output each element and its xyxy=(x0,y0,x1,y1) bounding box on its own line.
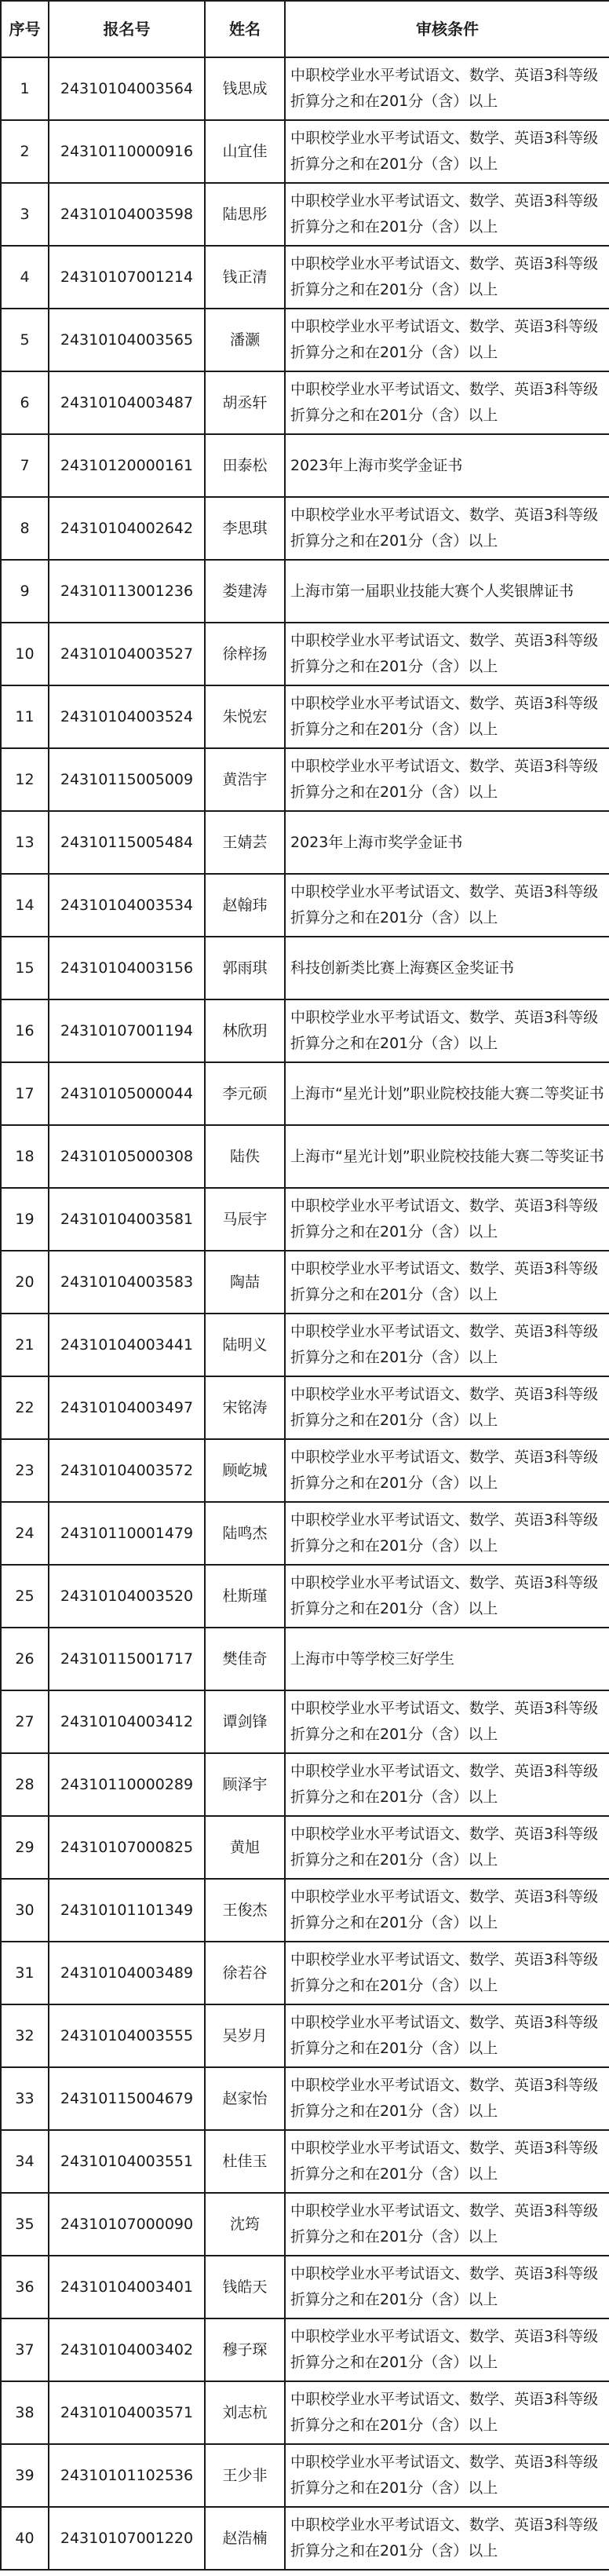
row-seq: 26 xyxy=(1,1628,49,1690)
row-seq: 11 xyxy=(1,685,49,748)
row-seq: 3 xyxy=(1,183,49,246)
row-condition: 中职校学业水平考试语文、数学、英语3科等级折算分之和在201分（含）以上 xyxy=(285,2193,609,2256)
row-condition: 中职校学业水平考试语文、数学、英语3科等级折算分之和在201分（含）以上 xyxy=(285,874,609,937)
row-name: 郭雨琪 xyxy=(205,937,285,999)
header-name: 姓名 xyxy=(205,1,285,57)
row-condition: 中职校学业水平考试语文、数学、英语3科等级折算分之和在201分（含）以上 xyxy=(285,1565,609,1628)
row-seq: 39 xyxy=(1,2444,49,2507)
row-seq: 2 xyxy=(1,120,49,183)
row-condition: 上海市中等学校三好学生 xyxy=(285,1628,609,1690)
row-seq: 7 xyxy=(1,434,49,497)
row-reg-number: 24310107001214 xyxy=(49,246,205,309)
row-name: 杜佳玉 xyxy=(205,2130,285,2193)
row-condition: 上海市第一届职业技能大赛个人奖银牌证书 xyxy=(285,560,609,623)
row-seq: 25 xyxy=(1,1565,49,1628)
row-reg-number: 24310110000289 xyxy=(49,1753,205,1816)
row-seq: 9 xyxy=(1,560,49,623)
row-condition: 中职校学业水平考试语文、数学、英语3科等级折算分之和在201分（含）以上 xyxy=(285,1502,609,1565)
row-reg-number: 24310104003520 xyxy=(49,1565,205,1628)
row-seq: 21 xyxy=(1,1314,49,1376)
row-condition: 2023年上海市奖学金证书 xyxy=(285,434,609,497)
row-name: 陆明义 xyxy=(205,1314,285,1376)
row-reg-number: 24310120000161 xyxy=(49,434,205,497)
row-seq: 40 xyxy=(1,2507,49,2570)
row-reg-number: 24310104003489 xyxy=(49,1942,205,2004)
row-name: 王俊杰 xyxy=(205,1879,285,1942)
row-reg-number: 24310104003497 xyxy=(49,1376,205,1439)
row-condition: 中职校学业水平考试语文、数学、英语3科等级折算分之和在201分（含）以上 xyxy=(285,1942,609,2004)
row-reg-number: 24310115005009 xyxy=(49,748,205,811)
table-row xyxy=(1,1816,609,1879)
row-name: 王婧芸 xyxy=(205,811,285,874)
row-reg-number: 24310107000090 xyxy=(49,2193,205,2256)
row-name: 陆思彤 xyxy=(205,183,285,246)
row-name: 赵浩楠 xyxy=(205,2507,285,2570)
row-name: 徐梓扬 xyxy=(205,623,285,685)
row-seq: 20 xyxy=(1,1251,49,1314)
row-reg-number: 24310104003524 xyxy=(49,685,205,748)
row-reg-number: 24310107000825 xyxy=(49,1816,205,1879)
row-name: 黄旭 xyxy=(205,1816,285,1879)
table-row xyxy=(1,874,609,937)
row-reg-number: 24310104003598 xyxy=(49,183,205,246)
row-seq: 1 xyxy=(1,57,49,120)
row-name: 山宜佳 xyxy=(205,120,285,183)
row-condition: 中职校学业水平考试语文、数学、英语3科等级折算分之和在201分（含）以上 xyxy=(285,1188,609,1251)
table-row xyxy=(1,2004,609,2067)
row-reg-number: 24310104003534 xyxy=(49,874,205,937)
table-row xyxy=(1,497,609,560)
table-row xyxy=(1,246,609,309)
table-row xyxy=(1,2256,609,2318)
table-row xyxy=(1,811,609,874)
row-reg-number: 24310104003441 xyxy=(49,1314,205,1376)
table-row xyxy=(1,1314,609,1376)
table-row xyxy=(1,2067,609,2130)
table-row xyxy=(1,57,609,120)
header-seq: 序号 xyxy=(1,1,49,57)
row-name: 陆佚 xyxy=(205,1125,285,1188)
table-row xyxy=(1,1376,609,1439)
row-reg-number: 24310105000308 xyxy=(49,1125,205,1188)
row-name: 樊佳奇 xyxy=(205,1628,285,1690)
row-seq: 13 xyxy=(1,811,49,874)
row-condition: 中职校学业水平考试语文、数学、英语3科等级折算分之和在201分（含）以上 xyxy=(285,748,609,811)
table-row xyxy=(1,1628,609,1690)
row-condition: 上海市“星光计划”职业院校技能大赛二等奖证书 xyxy=(285,1062,609,1125)
row-name: 穆子琛 xyxy=(205,2318,285,2381)
row-condition: 中职校学业水平考试语文、数学、英语3科等级折算分之和在201分（含）以上 xyxy=(285,1251,609,1314)
row-reg-number: 24310104003487 xyxy=(49,371,205,434)
row-condition: 中职校学业水平考试语文、数学、英语3科等级折算分之和在201分（含）以上 xyxy=(285,685,609,748)
row-seq: 38 xyxy=(1,2381,49,2444)
row-name: 顾泽宇 xyxy=(205,1753,285,1816)
row-name: 田泰松 xyxy=(205,434,285,497)
row-name: 陶喆 xyxy=(205,1251,285,1314)
row-condition: 中职校学业水平考试语文、数学、英语3科等级折算分之和在201分（含）以上 xyxy=(285,1690,609,1753)
row-condition: 中职校学业水平考试语文、数学、英语3科等级折算分之和在201分（含）以上 xyxy=(285,1314,609,1376)
table-row xyxy=(1,2507,609,2570)
table-row xyxy=(1,937,609,999)
table-row xyxy=(1,1125,609,1188)
row-reg-number: 24310107001220 xyxy=(49,2507,205,2570)
row-name: 杜斯瑾 xyxy=(205,1565,285,1628)
table-row xyxy=(1,183,609,246)
row-name: 林欣玥 xyxy=(205,999,285,1062)
table-row xyxy=(1,2444,609,2507)
row-seq: 31 xyxy=(1,1942,49,2004)
row-name: 吴岁月 xyxy=(205,2004,285,2067)
row-name: 钱思成 xyxy=(205,57,285,120)
row-reg-number: 24310104003412 xyxy=(49,1690,205,1753)
row-reg-number: 24310101101349 xyxy=(49,1879,205,1942)
row-condition: 中职校学业水平考试语文、数学、英语3科等级折算分之和在201分（含）以上 xyxy=(285,2444,609,2507)
row-name: 潘灏 xyxy=(205,309,285,371)
row-seq: 17 xyxy=(1,1062,49,1125)
row-seq: 30 xyxy=(1,1879,49,1942)
row-seq: 24 xyxy=(1,1502,49,1565)
row-condition: 中职校学业水平考试语文、数学、英语3科等级折算分之和在201分（含）以上 xyxy=(285,246,609,309)
row-seq: 18 xyxy=(1,1125,49,1188)
row-reg-number: 24310104003564 xyxy=(49,57,205,120)
row-reg-number: 24310104003527 xyxy=(49,623,205,685)
table-row xyxy=(1,1062,609,1125)
table-row xyxy=(1,1565,609,1628)
header-condition: 审核条件 xyxy=(285,1,609,57)
row-seq: 23 xyxy=(1,1439,49,1502)
table-row xyxy=(1,2381,609,2444)
row-condition: 中职校学业水平考试语文、数学、英语3科等级折算分之和在201分（含）以上 xyxy=(285,183,609,246)
row-condition: 中职校学业水平考试语文、数学、英语3科等级折算分之和在201分（含）以上 xyxy=(285,2004,609,2067)
header-reg-number: 报名号 xyxy=(49,1,205,57)
row-name: 沈筠 xyxy=(205,2193,285,2256)
row-name: 徐若谷 xyxy=(205,1942,285,2004)
row-reg-number: 24310104003571 xyxy=(49,2381,205,2444)
row-condition: 2023年上海市奖学金证书 xyxy=(285,811,609,874)
table-row xyxy=(1,2193,609,2256)
row-name: 李元硕 xyxy=(205,1062,285,1125)
row-condition: 中职校学业水平考试语文、数学、英语3科等级折算分之和在201分（含）以上 xyxy=(285,1376,609,1439)
table-row xyxy=(1,1690,609,1753)
row-seq: 6 xyxy=(1,371,49,434)
row-condition: 科技创新类比赛上海赛区金奖证书 xyxy=(285,937,609,999)
row-name: 朱悦宏 xyxy=(205,685,285,748)
table-row xyxy=(1,2318,609,2381)
table-row xyxy=(1,1188,609,1251)
row-name: 谭剑锋 xyxy=(205,1690,285,1753)
row-condition: 中职校学业水平考试语文、数学、英语3科等级折算分之和在201分（含）以上 xyxy=(285,120,609,183)
row-reg-number: 24310110001479 xyxy=(49,1502,205,1565)
row-condition: 中职校学业水平考试语文、数学、英语3科等级折算分之和在201分（含）以上 xyxy=(285,2318,609,2381)
row-name: 宋铭涛 xyxy=(205,1376,285,1439)
table-row xyxy=(1,2130,609,2193)
row-seq: 35 xyxy=(1,2193,49,2256)
row-condition: 中职校学业水平考试语文、数学、英语3科等级折算分之和在201分（含）以上 xyxy=(285,2381,609,2444)
table-row xyxy=(1,748,609,811)
row-name: 赵翰玮 xyxy=(205,874,285,937)
row-seq: 22 xyxy=(1,1376,49,1439)
row-reg-number: 24310104003565 xyxy=(49,309,205,371)
row-condition: 中职校学业水平考试语文、数学、英语3科等级折算分之和在201分（含）以上 xyxy=(285,1753,609,1816)
row-condition: 中职校学业水平考试语文、数学、英语3科等级折算分之和在201分（含）以上 xyxy=(285,1879,609,1942)
row-seq: 8 xyxy=(1,497,49,560)
table-row xyxy=(1,120,609,183)
row-name: 娄建涛 xyxy=(205,560,285,623)
table-row xyxy=(1,560,609,623)
row-seq: 16 xyxy=(1,999,49,1062)
table-row xyxy=(1,434,609,497)
header-row xyxy=(1,1,609,57)
row-seq: 34 xyxy=(1,2130,49,2193)
row-name: 陆鸣杰 xyxy=(205,1502,285,1565)
row-condition: 中职校学业水平考试语文、数学、英语3科等级折算分之和在201分（含）以上 xyxy=(285,999,609,1062)
row-reg-number: 24310104003572 xyxy=(49,1439,205,1502)
row-reg-number: 24310104003555 xyxy=(49,2004,205,2067)
row-seq: 14 xyxy=(1,874,49,937)
table-row xyxy=(1,1251,609,1314)
row-seq: 12 xyxy=(1,748,49,811)
row-seq: 10 xyxy=(1,623,49,685)
row-name: 胡丞轩 xyxy=(205,371,285,434)
row-condition: 中职校学业水平考试语文、数学、英语3科等级折算分之和在201分（含）以上 xyxy=(285,309,609,371)
row-reg-number: 24310105000044 xyxy=(49,1062,205,1125)
table-row xyxy=(1,1439,609,1502)
row-name: 马辰宇 xyxy=(205,1188,285,1251)
row-reg-number: 24310115005484 xyxy=(49,811,205,874)
row-reg-number: 24310104003581 xyxy=(49,1188,205,1251)
row-reg-number: 24310115001717 xyxy=(49,1628,205,1690)
row-name: 钱皓天 xyxy=(205,2256,285,2318)
row-seq: 33 xyxy=(1,2067,49,2130)
row-reg-number: 24310101102536 xyxy=(49,2444,205,2507)
row-condition: 中职校学业水平考试语文、数学、英语3科等级折算分之和在201分（含）以上 xyxy=(285,1816,609,1879)
row-condition: 中职校学业水平考试语文、数学、英语3科等级折算分之和在201分（含）以上 xyxy=(285,1439,609,1502)
table-row xyxy=(1,1502,609,1565)
row-seq: 5 xyxy=(1,309,49,371)
row-name: 王少非 xyxy=(205,2444,285,2507)
row-seq: 28 xyxy=(1,1753,49,1816)
row-name: 赵家怡 xyxy=(205,2067,285,2130)
row-seq: 32 xyxy=(1,2004,49,2067)
row-reg-number: 24310104003551 xyxy=(49,2130,205,2193)
table-row xyxy=(1,685,609,748)
table-row xyxy=(1,999,609,1062)
row-condition: 中职校学业水平考试语文、数学、英语3科等级折算分之和在201分（含）以上 xyxy=(285,371,609,434)
row-seq: 15 xyxy=(1,937,49,999)
row-condition: 中职校学业水平考试语文、数学、英语3科等级折算分之和在201分（含）以上 xyxy=(285,497,609,560)
row-name: 黄浩宇 xyxy=(205,748,285,811)
row-reg-number: 24310104003156 xyxy=(49,937,205,999)
row-seq: 19 xyxy=(1,1188,49,1251)
row-seq: 29 xyxy=(1,1816,49,1879)
row-reg-number: 24310115004679 xyxy=(49,2067,205,2130)
row-condition: 中职校学业水平考试语文、数学、英语3科等级折算分之和在201分（含）以上 xyxy=(285,2067,609,2130)
row-condition: 中职校学业水平考试语文、数学、英语3科等级折算分之和在201分（含）以上 xyxy=(285,57,609,120)
row-seq: 36 xyxy=(1,2256,49,2318)
row-name: 钱正清 xyxy=(205,246,285,309)
row-reg-number: 24310104003402 xyxy=(49,2318,205,2381)
row-condition: 中职校学业水平考试语文、数学、英语3科等级折算分之和在201分（含）以上 xyxy=(285,2507,609,2570)
row-reg-number: 24310104003583 xyxy=(49,1251,205,1314)
row-condition: 中职校学业水平考试语文、数学、英语3科等级折算分之和在201分（含）以上 xyxy=(285,2130,609,2193)
row-name: 顾屹城 xyxy=(205,1439,285,1502)
row-name: 李思琪 xyxy=(205,497,285,560)
table-row xyxy=(1,623,609,685)
row-condition: 中职校学业水平考试语文、数学、英语3科等级折算分之和在201分（含）以上 xyxy=(285,2256,609,2318)
table-row xyxy=(1,309,609,371)
row-seq: 37 xyxy=(1,2318,49,2381)
row-seq: 4 xyxy=(1,246,49,309)
row-name: 刘志杭 xyxy=(205,2381,285,2444)
table-row xyxy=(1,1753,609,1816)
row-reg-number: 24310107001194 xyxy=(49,999,205,1062)
table-row xyxy=(1,1942,609,2004)
table-row xyxy=(1,371,609,434)
row-reg-number: 24310110000916 xyxy=(49,120,205,183)
row-condition: 中职校学业水平考试语文、数学、英语3科等级折算分之和在201分（含）以上 xyxy=(285,623,609,685)
row-condition: 上海市“星光计划”职业院校技能大赛二等奖证书 xyxy=(285,1125,609,1188)
row-reg-number: 24310104002642 xyxy=(49,497,205,560)
row-reg-number: 24310104003401 xyxy=(49,2256,205,2318)
row-seq: 27 xyxy=(1,1690,49,1753)
table-row xyxy=(1,1879,609,1942)
row-reg-number: 24310113001236 xyxy=(49,560,205,623)
